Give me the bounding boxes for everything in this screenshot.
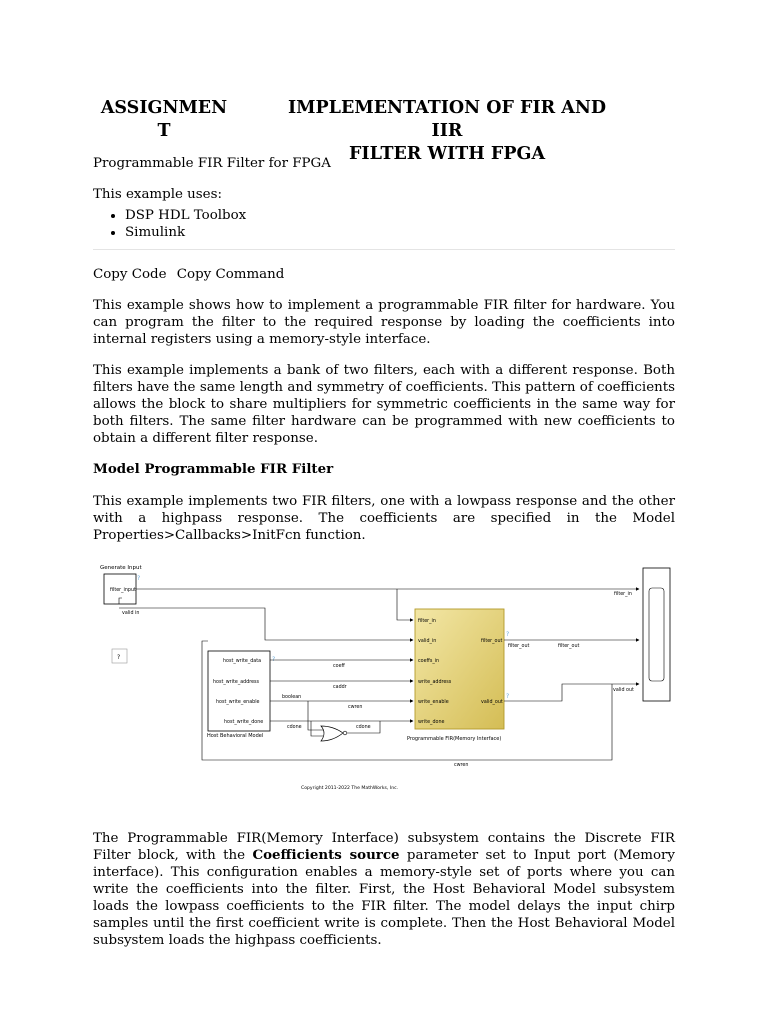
title-right-line1: IMPLEMENTATION OF FIR AND IIR xyxy=(287,98,607,141)
divider xyxy=(93,249,675,250)
paragraph-intro: This example shows how to implement a programmable FIR filter for hardware. You can program the filter to the required response by loading the coefficients into internal registers using a memory-style interface. xyxy=(93,298,675,347)
signal-label-cwren-bottom: cwren xyxy=(454,763,469,768)
copy-command-link[interactable]: Copy Command xyxy=(176,267,285,282)
paragraph-bank: This example implements a bank of two filters, each with a different response. Both filters have the same length and symmetry of coefficients. This pattern of coefficients allows the block to share multipliers for symmetric coefficients in the same way for both filters. The same filter hardware can be programmed with new coefficients to obtain a different filter response. xyxy=(93,363,675,446)
info-icon: ? xyxy=(272,656,276,663)
uses-list xyxy=(93,207,246,241)
host-block-label: Host Behavioral Model xyxy=(207,733,264,739)
signal-label-caddr: caddr xyxy=(333,685,347,690)
host-port-label: host_write_enable xyxy=(216,700,260,705)
fir-out-port: valid_out xyxy=(481,700,503,705)
help-block-glyph: ? xyxy=(117,654,121,661)
copy-code-link[interactable]: Copy Code xyxy=(93,267,167,282)
signal-label-boolean: boolean xyxy=(282,695,302,700)
subtitle: Programmable FIR Filter for FPGA xyxy=(93,156,331,171)
uses-intro: This example uses: xyxy=(93,187,222,202)
valid-in-label: valid in xyxy=(122,611,140,616)
uses-item[interactable]: • DSP HDL Toolbox xyxy=(125,207,246,224)
uses-item[interactable]: • Simulink xyxy=(125,224,246,241)
host-port-label: host_write_data xyxy=(223,659,262,664)
fir-in-port: write_done xyxy=(418,720,445,725)
paragraph-model: This example implements two FIR filters, one with a lowpass response and the other with a highpass response. The coefficients are specified in the Model Properties>Callbacks>InitFcn function. xyxy=(93,494,675,543)
signal-label-filter-out-port: filter_out xyxy=(508,644,530,649)
or-gate[interactable] xyxy=(321,726,343,741)
fir-in-port: write_address xyxy=(418,680,452,685)
signal-label-filter-in: filter_in xyxy=(614,592,632,597)
or-gate-inverter xyxy=(343,731,347,735)
title-left-line1: ASSIGNMEN xyxy=(100,98,228,118)
signal-label-coeff: coeff xyxy=(333,664,345,669)
host-port-label: host_write_done xyxy=(224,720,264,725)
title-assignment xyxy=(99,97,229,143)
title-right-line2: FILTER WITH FPGA xyxy=(348,144,546,164)
generate-input-port: filter_input xyxy=(110,588,136,593)
info-icon: ? xyxy=(137,575,141,582)
section-heading: Model Programmable FIR Filter xyxy=(93,461,334,477)
simulink-diagram xyxy=(97,560,672,795)
paragraph-subsystem-lead: The Programmable FIR(Memory Interface) subsystem contains the Discrete FIR Filter block, with the xyxy=(93,831,675,863)
fir-in-port: coeffs_in xyxy=(418,659,440,664)
fir-block-label: Programmable FIR(Memory Interface) xyxy=(407,736,502,742)
programmable-fir-block[interactable] xyxy=(415,609,504,729)
info-icon: ? xyxy=(506,693,510,700)
fir-out-port: filter_out xyxy=(481,639,503,644)
generate-input-title: Generate Input xyxy=(100,565,142,571)
copy-links xyxy=(93,266,675,283)
diagram-copyright: Copyright 2011-2022 The MathWorks, Inc. xyxy=(301,786,399,791)
info-icon: ? xyxy=(506,631,510,638)
scope-screen xyxy=(649,588,664,681)
signal-label-valid-out: valid out xyxy=(613,688,634,693)
signal-label-cwren: cwren xyxy=(348,705,363,710)
fir-in-port: valid_in xyxy=(418,639,437,644)
fir-in-port: write_enable xyxy=(418,700,449,705)
coefficients-source-term: Coefficients source xyxy=(252,847,400,863)
signal-label-filter-out: filter_out xyxy=(558,644,580,649)
signal-label-cdone-right: cdone xyxy=(356,725,371,730)
paragraph-subsystem xyxy=(93,830,675,949)
title-left-line2: T xyxy=(157,121,171,141)
host-port-label: host_write_address xyxy=(213,680,260,685)
signal-label-cdone-left: cdone xyxy=(287,725,302,730)
paragraph-subsystem-rest: parameter set to Input port (Memory interface). This configuration enables a memory-style set of ports where you can write the coefficients into the filter. First, the Host Behavioral Model subsystem loads the lowpass coefficients to the FIR filter. The model delays the input chirp samples until the first coefficient write is complete. Then the Host Behavioral Model subsystem loads the highpass coefficients. xyxy=(93,848,675,948)
fir-in-port: filter_in xyxy=(418,619,436,624)
